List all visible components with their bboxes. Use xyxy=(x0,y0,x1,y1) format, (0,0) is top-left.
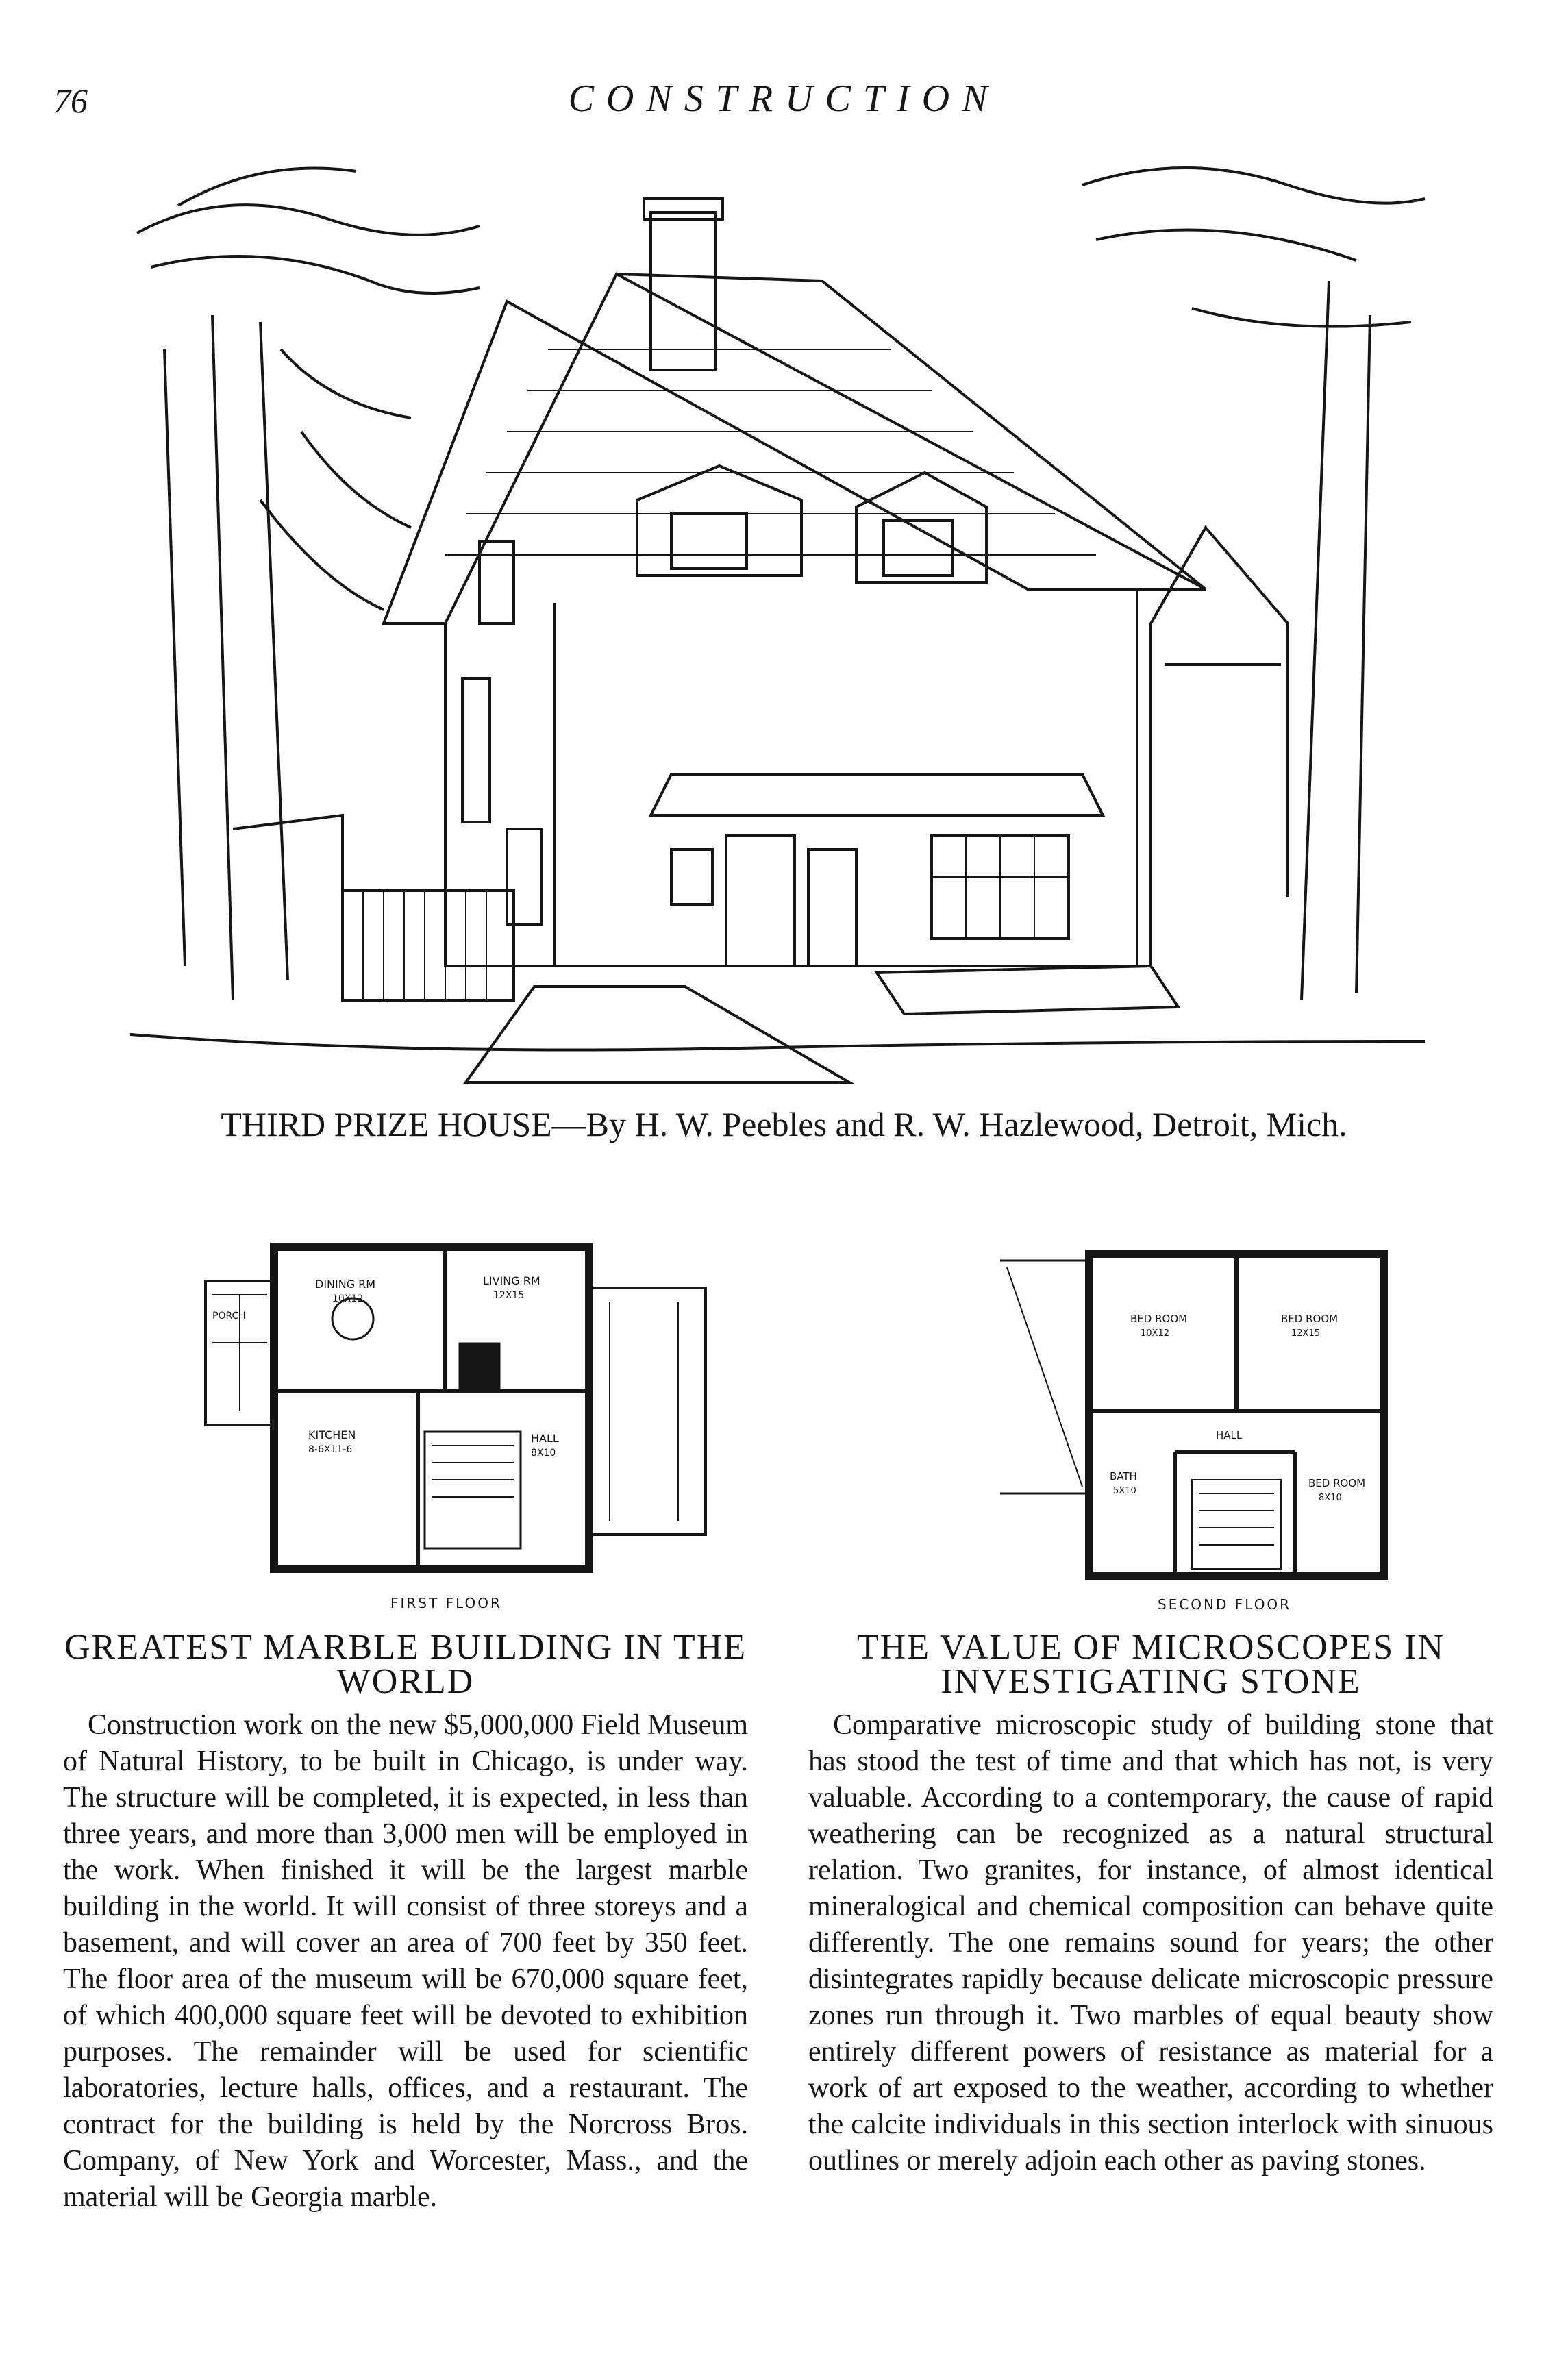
room-bed3: BED ROOM xyxy=(1308,1477,1366,1489)
room-living: LIVING RM xyxy=(483,1274,540,1287)
room-kitchen-size: 8-6X11-6 xyxy=(308,1444,353,1455)
room-bath: BATH xyxy=(1110,1470,1137,1483)
figure-caption: THIRD PRIZE HOUSE—By H. W. Peebles and R. W. Hazlewood, Detroit, Mich. xyxy=(221,1105,1347,1143)
article-body: Comparative microscopic study of building stone that has stood the test of time and that which has not, is very valuable. According to a contemporary, the cause of rapid weathering can be recognized as a natural structural relation. Two granites, for instance, of almost identical mineralogical and chemical composition can behave quite differently. The one remains sound for years; the other disintegrates rapidly because delicate microscopic pressure zones run through it. Two marbles of equal beauty show entirely different powers of resistance as material for a work of art exposed to the weather, according to whether the calcite individuals in this section interlock with sinuous outlines or merely adjoin each other as paving stones. xyxy=(808,1709,1493,2176)
running-head: CONSTRUCTION xyxy=(568,77,1000,120)
room-kitchen: KITCHEN xyxy=(308,1428,356,1441)
room-bath-size: 5X10 xyxy=(1113,1486,1136,1496)
room-porch: PORCH xyxy=(212,1311,246,1322)
room-hall-2: HALL xyxy=(1216,1429,1243,1441)
house-illustration xyxy=(123,144,1452,1089)
first-floor-label: FIRST FLOOR xyxy=(390,1595,502,1611)
room-bed1: BED ROOM xyxy=(1130,1313,1188,1325)
room-hall-size: 8X10 xyxy=(531,1448,556,1459)
article-body: Construction work on the new $5,000,000 Field Museum of Natural History, to be built in Chicago, is under way. The structure will be completed, it is expected, in less than three years, and more than 3,000 men will be employed in the work. When finished it will be the largest marble building in the world. It will consist of three storeys and a basement, and will cover an area of 700 feet by 350 feet. The floor area of the museum will be 670,000 square feet, of which 400,000 square feet will be devoted to exhibition purposes. The remainder will be used for scientific laboratories, lecture halls, offices, and a restaurant. The contract for the building is held by the Norcross Bros. Company, of New York and Worcester, Mass., and the material will be Georgia marble. xyxy=(63,1709,748,2213)
first-floor-plan xyxy=(199,1206,726,1596)
article-title: GREATEST MARBLE BUILDING IN THE WORLD xyxy=(64,1628,747,1701)
garden-gate xyxy=(233,815,514,1000)
ground-line xyxy=(130,1034,1425,1050)
room-bed2: BED ROOM xyxy=(1281,1313,1339,1325)
room-bed1-size: 10X12 xyxy=(1141,1328,1169,1339)
article-marble-building xyxy=(63,1630,748,2216)
article-title: THE VALUE OF MICROSCOPES IN INVESTIGATING STONE xyxy=(856,1628,1445,1701)
room-hall: HALL xyxy=(531,1432,559,1445)
room-bed2-size: 12X15 xyxy=(1291,1328,1320,1339)
left-tree xyxy=(137,169,480,1000)
second-floor-label: SECOND FLOOR xyxy=(1158,1596,1292,1613)
neighbor-house xyxy=(1151,528,1288,966)
article-microscopes xyxy=(808,1630,1493,2179)
room-living-size: 12X15 xyxy=(493,1290,525,1301)
front-walk xyxy=(466,987,849,1082)
room-bed3-size: 8X10 xyxy=(1319,1493,1342,1503)
second-floor-plan xyxy=(986,1219,1480,1596)
room-dining-size: 10X12 xyxy=(332,1293,364,1304)
room-dining: DINING RM xyxy=(315,1278,376,1291)
house-body xyxy=(384,199,1206,966)
page-number: 76 xyxy=(53,82,88,120)
